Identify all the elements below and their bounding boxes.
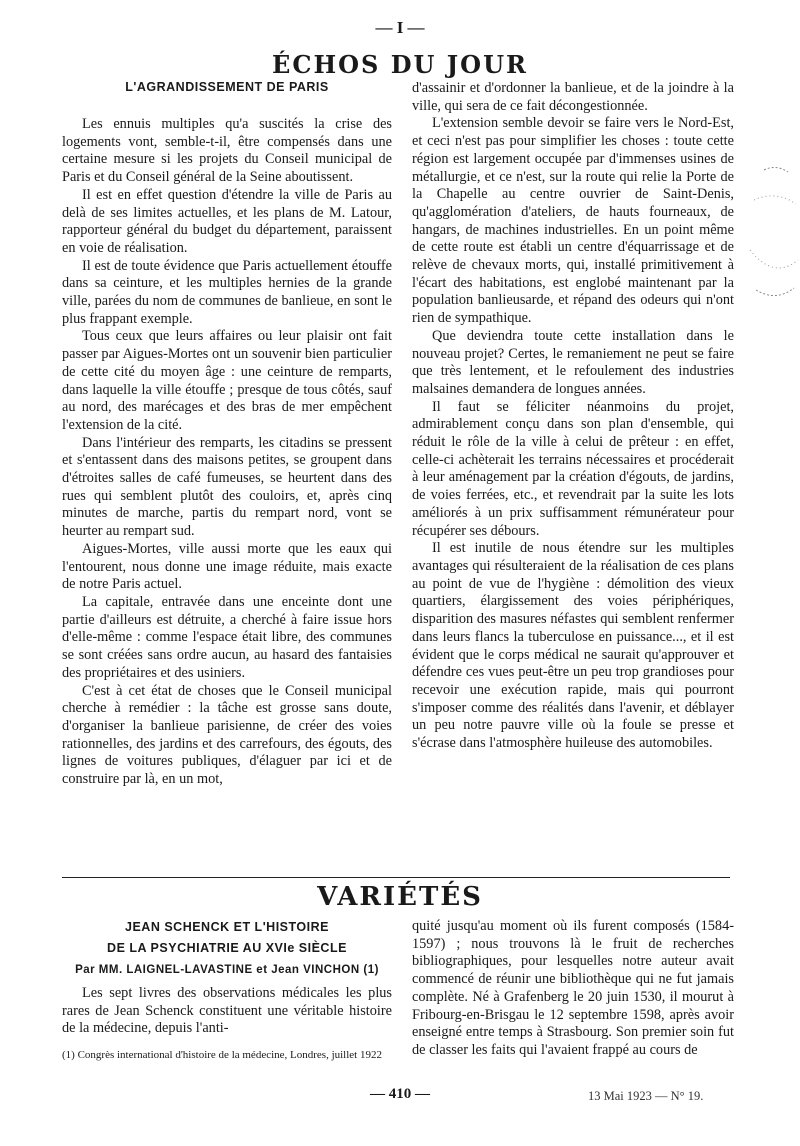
article-left-column xyxy=(62,80,392,789)
paragraph: Il est de toute évidence que Paris actuellement étouffe dans sa ceinture, et les multiples hernies de la grande ville, parées du nom de communes de banlieue, en sont le plus frappant exemple. xyxy=(62,257,392,327)
paragraph: Les sept livres des observations médicales les plus rares de Jean Schenck constituent une véritable histoire de la médecine, depuis l'anti- xyxy=(62,985,392,1037)
paragraph: La capitale, entravée dans une enceinte dont une partie d'ailleurs est détruite, a cherché à faire issue hors d'elle-même : comme l'espace était libre, des communes se sont créées sans ordre aucun, au hasard des fantaisies des propriétaires et des usiniers. xyxy=(62,593,392,681)
section-divider xyxy=(62,877,730,878)
paragraph: Tous ceux que leurs affaires ou leur plaisir ont fait passer par Aigues-Mortes ont un souvenir bien particulier de cette cité du moyen âge : une ceinture de remparts, dans laquelle la ville étouffe ; presque de tous côtés, sauf au nord, des marécages et des bras de mer empêchent l'extension de la cité. xyxy=(62,328,392,433)
paragraph: Dans l'intérieur des remparts, les citadins se pressent et s'entassent dans des maisons petites, se groupent dans d'étroites salles de café fumeuses, se heurtent dans des rues qui semblent plutôt des couloirs, et, après cinq minutes de marche, partis du rempart nord, vont se heurter au rempart sud. xyxy=(62,434,392,540)
paragraph: Il faut se féliciter néanmoins du projet, admirablement conçu dans son plan d'ensemble, qui réduit le rôle de la ville à celui de prêteur : en effet, celle-ci achèterait les terrains nécessaires et procéderait à leur aménagement par la création d'égouts, de jardins, de voies ferrées, etc., et revendrait par la suite les lots améliorés à un prix suffisamment rémunérateur pour récupérer ses débours. xyxy=(412,398,734,539)
footnote: (1) Congrès international d'histoire de la médecine, Londres, juillet 1922 xyxy=(62,1049,382,1062)
paragraph: Il est en effet question d'étendre la ville de Paris au delà de ses limites actuelles, et les plans de M. Latour, rapporteur général du budget du département, paraissent en voie de réalisation. xyxy=(62,186,392,256)
paragraph: Aigues-Mortes, ville aussi morte que les eaux qui l'entourent, nous donne une image réduite, mais exacte de notre Paris actuel. xyxy=(62,540,392,593)
paragraph-continuation: quité jusqu'au moment où ils furent composés (1584-1597) ; nous trouvons là le fruit de recherches bibliographiques, pour lesquelles notre auteur avait commencé de réunir une bibliothèque qui ne fut jamais complète. Né à Grafenberg le 20 juin 1530, il mourut à Fribourg-en-Brisgau le 12 septembre 1598, après avoir enseigné entre temps à Strasbourg. Son premier soin fut de classer les faits qui l'avaient frappé au cours de xyxy=(412,918,734,1058)
paragraph-continuation: d'assainir et d'ordonner la banlieue, et de la joindre à la ville, qui sera de ce fait décongestionnée. xyxy=(412,80,734,114)
paragraph: L'extension semble devoir se faire vers le Nord-Est, et ceci n'est pas pour simplifier les choses : toute cette région est largement occupée par d'immenses usines de métallurgie, et ce n'est, sur la route qui relie la Porte de la Chapelle au centre ouvrier de Saint-Denis, qu'agglomération d'ateliers, de hauts fourneaux, de hangars, de machines industrielles. En un point même de cette route est établi un centre d'équarrissage et de relève de chevaux morts, qui, installé primitivement à l'écart des habitations, est englobé maintenant par la population banlieusarde, et répand des odeurs qui n'ont rien de sympathique. xyxy=(412,115,734,327)
page-number: — I — xyxy=(375,18,425,37)
paragraph: C'est à cet état de choses que le Conseil municipal cherche à remédier : la tâche est grosse sans doute, d'organiser la banlieue parisienne, de créer des voies rationnelles, des jardins et des carrefours, des égouts, des lignes de voitures publiques, d'élaguer par ici et de construire par là, en un mot, xyxy=(62,682,392,788)
folio-number: — 410 — xyxy=(370,1086,430,1102)
article-authors: Par MM. LAIGNEL-LAVASTINE et Jean VINCHON (1) xyxy=(75,964,379,976)
section-title-varietes: VARIÉTÉS xyxy=(317,882,483,912)
article-heading: L'AGRANDISSEMENT DE PARIS xyxy=(125,80,329,94)
section-title-echos: ÉCHOS DU JOUR xyxy=(272,50,528,79)
article-right-column xyxy=(412,80,734,753)
library-stamp-icon xyxy=(746,160,800,310)
paragraph: Il est inutile de nous étendre sur les multiples avantages qui résulteraient de la réalisation de ces plans au point de vue de l'hygiène : démolition des vieux quartiers, élargissement des voies périphériques, disparition des masures néfastes qui semblent renfermer dans leurs flancs la tuberculose en puissance..., et il est évident que le corps médical ne saurait qu'approuver et défendre ces vues peut-être un peu trop grandioses pour recevoir une exécution rapide, mais qui pourront s'imposer comme des réalités dans l'avenir, et déblayer un peu notre pauvre ville où la foule se presse et s'écrase dans l'atmosphère huileuse des automobiles. xyxy=(412,540,734,752)
varietes-right-column xyxy=(412,918,734,1060)
article-heading-line2: DE LA PSYCHIATRIE AU XVIe SIÈCLE xyxy=(107,941,347,955)
paragraph: Que deviendra toute cette installation dans le nouveau projet? Certes, le remaniement ne peut se faire que très lentement, et le refoulement des industries malsaines demandera de longues années. xyxy=(412,327,734,397)
issue-date: 13 Mai 1923 — N° 19. xyxy=(588,1089,704,1103)
varietes-left-column xyxy=(62,918,392,1062)
article-heading-line1: JEAN SCHENCK ET L'HISTOIRE xyxy=(125,920,329,934)
paragraph: Les ennuis multiples qu'a suscités la crise des logements vont, semble-t-il, être compensés dans une certaine mesure si les projets du Conseil municipal de Paris et du Conseil général de la Seine aboutissent. xyxy=(62,116,392,186)
